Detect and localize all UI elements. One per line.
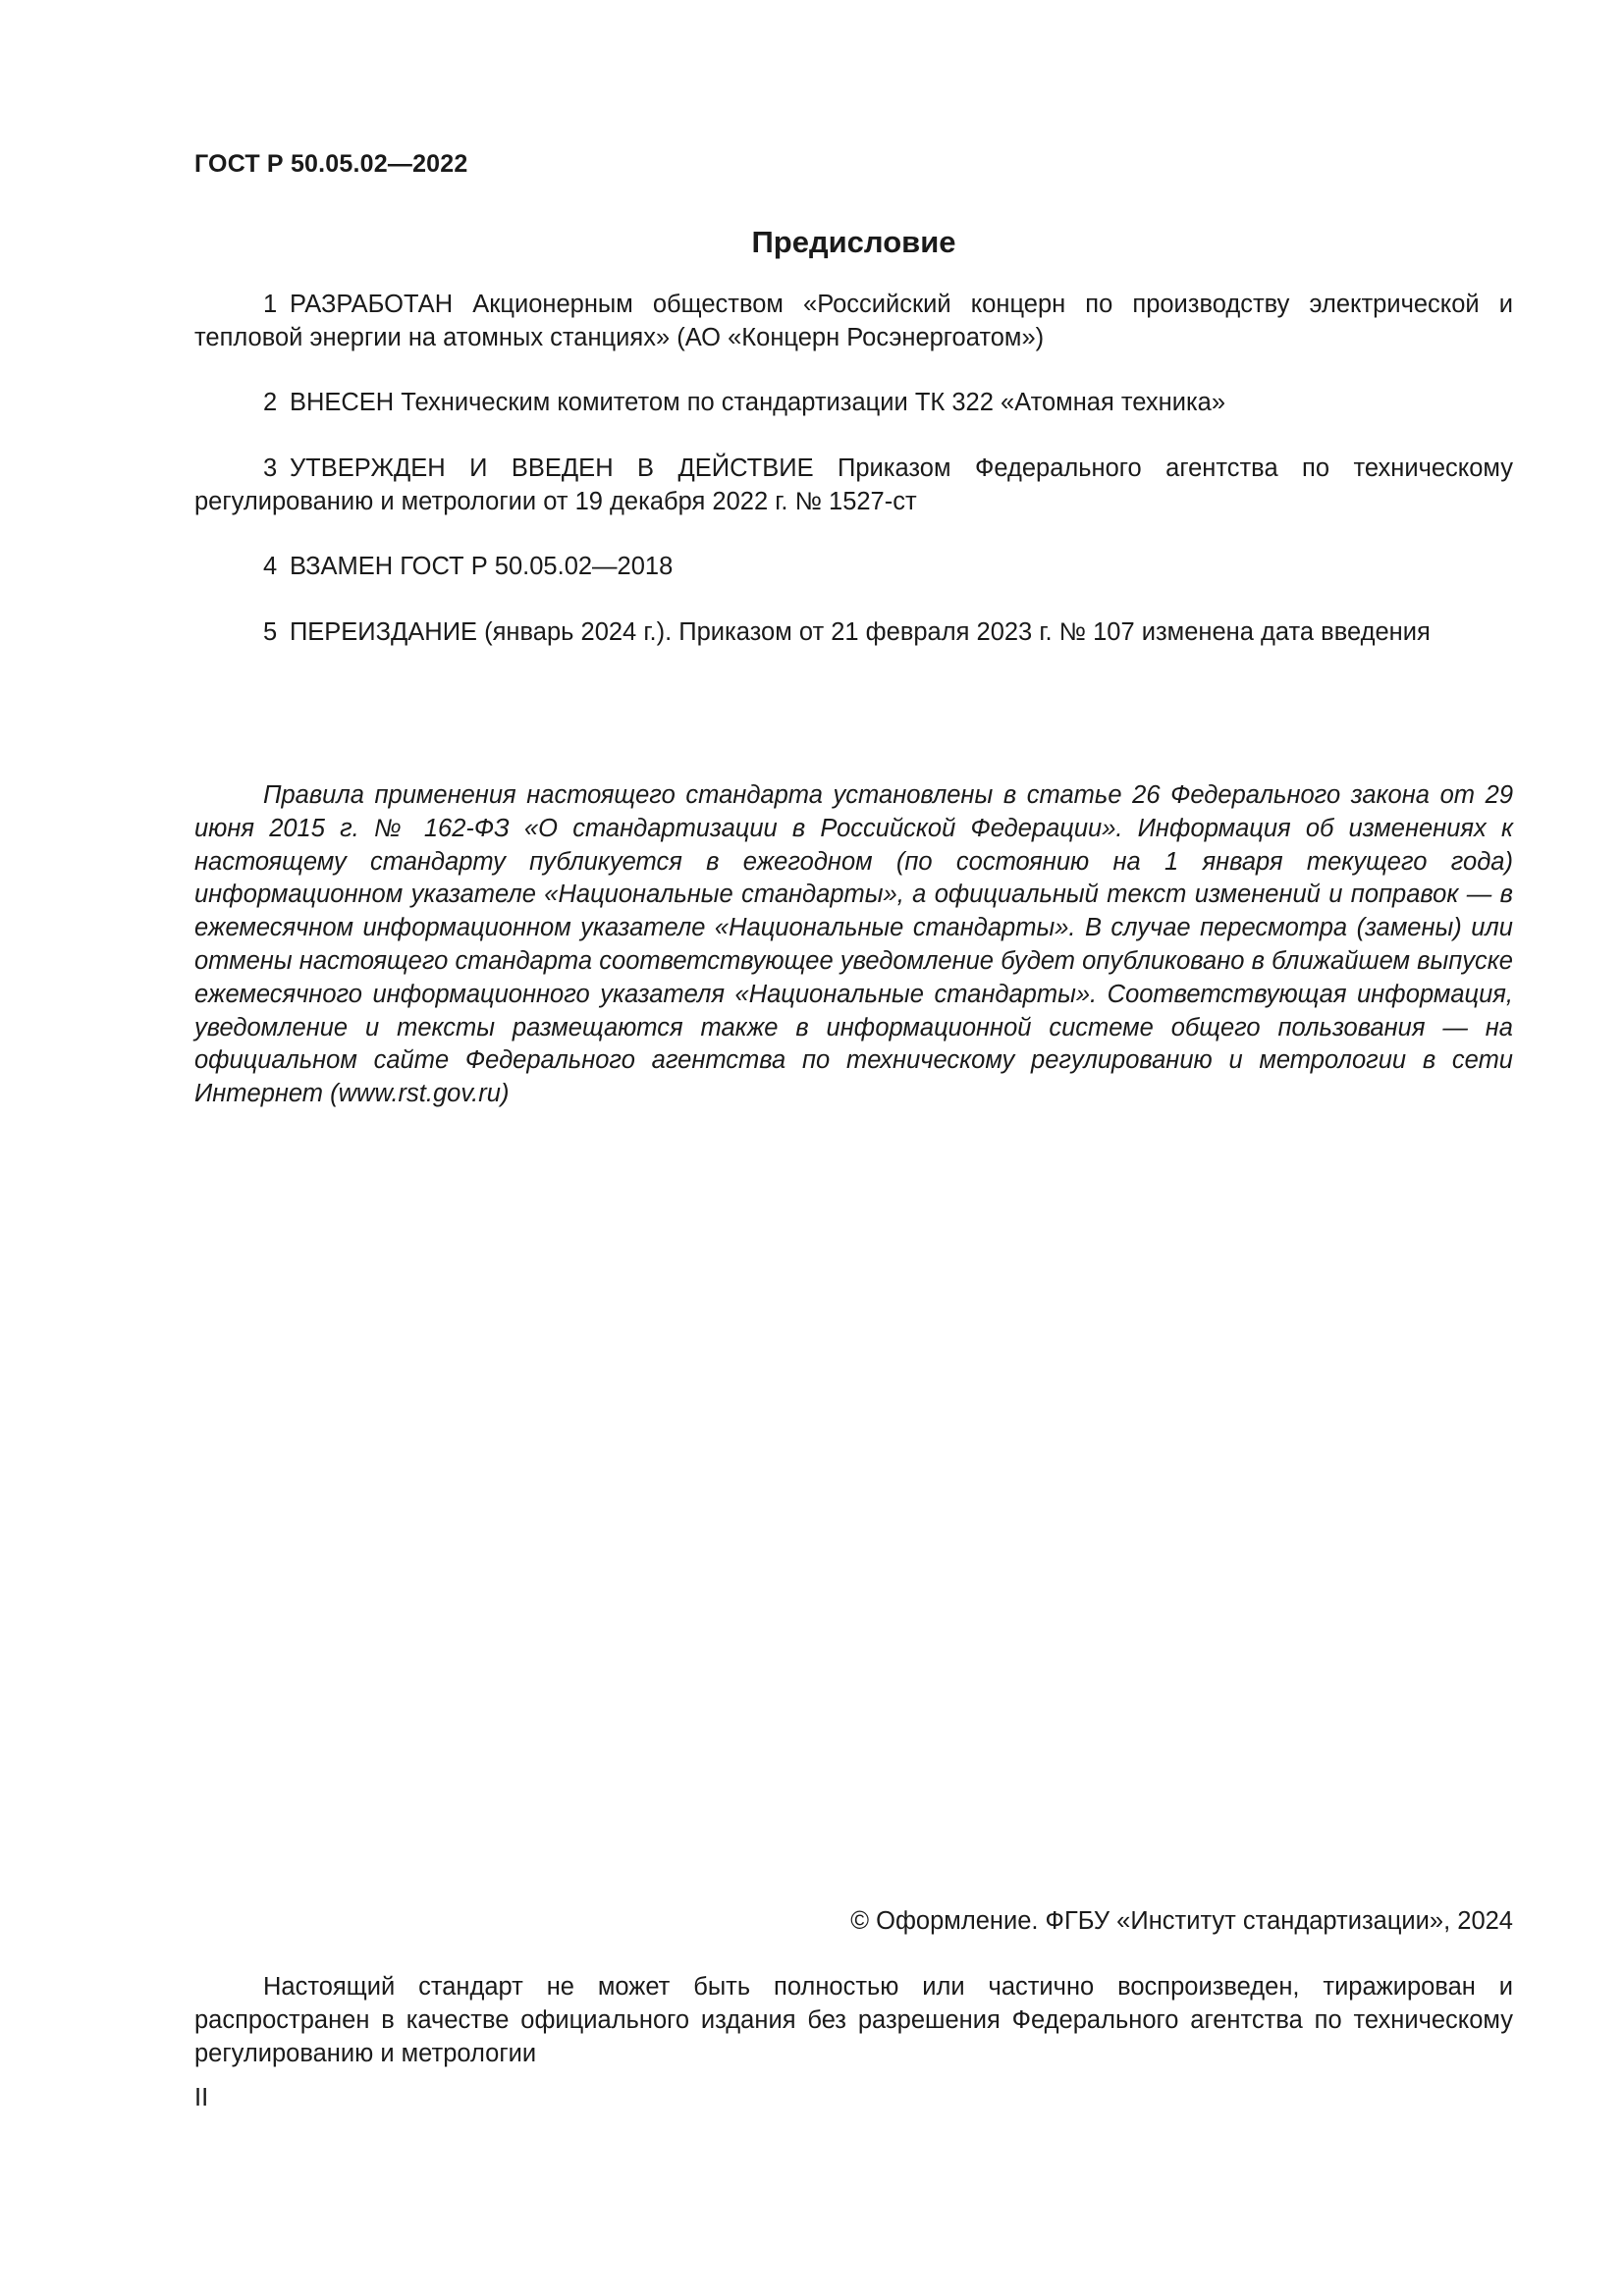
preface-item-2 <box>194 386 1513 419</box>
preface-item-3 <box>194 452 1513 518</box>
item-number: 4 <box>263 553 278 580</box>
item-number: 1 <box>263 291 278 318</box>
preface-item-5 <box>194 615 1513 649</box>
item-number: 2 <box>263 389 278 416</box>
item-text: ВЗАМЕН ГОСТ Р 50.05.02—2018 <box>289 553 674 580</box>
reproduction-notice: Настоящий стандарт не может быть полностью или частично воспроизведен, тиражирован и распространен в качестве официального издания без разрешения Федерального агентства по техническому регулированию и метрологии <box>194 1973 1513 2067</box>
item-text: ВНЕСЕН Техническим комитетом по стандартизации ТК 322 «Атомная техника» <box>289 389 1226 416</box>
copyright-line: © Оформление. ФГБУ «Институт стандартизации», 2024 <box>850 1907 1513 1935</box>
page-number: II <box>194 2084 209 2111</box>
item-text: УТВЕРЖДЕН И ВВЕДЕН В ДЕЙСТВИЕ Приказом Федерального агентства по техническому регулированию и метрологии от 19 декабря 2022 г. № 1527-ст <box>194 454 1513 515</box>
item-text: ПЕРЕИЗДАНИЕ (январь 2024 г.). Приказом от 21 февраля 2023 г. № 107 изменена дата введения <box>289 618 1431 646</box>
item-number: 3 <box>263 454 278 482</box>
item-number: 5 <box>263 618 278 646</box>
section-title: Предисловие <box>751 225 956 259</box>
application-rules-notice: Правила применения настоящего стандарта установлены в статье 26 Федерального закона от 29 июня 2015 г. № 162-ФЗ «О стандартизации в Российской Федерации». Информация об изменениях к настоящему стандарту публикуется в ежегодном (по состоянию на 1 января текущего года) информационном указателе «Национальные стандарты», а официальный текст изменений и поправок — в ежемесячном информационном указателе «Национальные стандарты». В случае пересмотра (замены) или отмены настоящего стандарта соответствующее уведомление будет опубликовано в ближайшем выпуске ежемесячного информационного указателя «Национальные стандарты». Соответствующая информация, уведомление и тексты размещаются также в информационной системе общего пользования — на официальном сайте Федерального агентства по техническому регулированию и метрологии в сети Интернет (www.rst.gov.ru) <box>194 781 1513 1108</box>
document-code: ГОСТ Р 50.05.02—2022 <box>194 150 468 178</box>
preface-item-1 <box>194 288 1513 354</box>
item-text: РАЗРАБОТАН Акционерным обществом «Российский концерн по производству электрической и тепловой энергии на атомных станциях» (АО «Концерн Росэнергоатом») <box>194 291 1513 351</box>
preface-item-4 <box>194 550 1513 583</box>
